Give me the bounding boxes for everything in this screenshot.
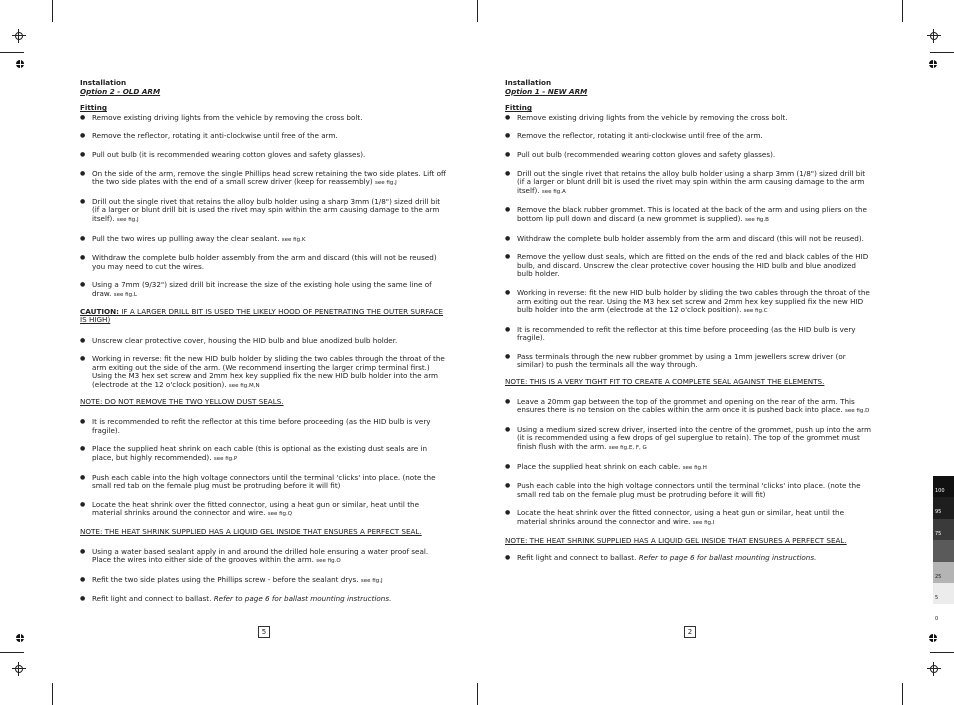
list-item	[505, 326, 873, 343]
list-item	[505, 151, 873, 160]
figure-reference: see fig.K	[281, 236, 306, 243]
list-item	[80, 337, 448, 346]
item-text: Remove the yellow dust seals, which are fitted on the ends of the red and black cables of the HID bulb, and discard. Unscrew the clear protective cover housing the HID bulb and blue anodized bulb holder.	[517, 252, 869, 279]
item-text: Using a medium sized screw driver, inserted into the centre of the grommet, push up into the arm (it is recommended using a few drops of gel superglue to retain). The top of the grommet must finish flush with the arm.	[517, 424, 871, 452]
figure-reference: see fig.P	[213, 456, 238, 463]
option-title: Option 2 - OLD ARM	[80, 86, 161, 96]
note: NOTE: DO NOT REMOVE THE TWO YELLOW DUST SEALS.	[80, 396, 284, 406]
fitting-heading: Fitting	[505, 103, 532, 113]
list-item	[505, 426, 873, 453]
page-content	[80, 79, 448, 604]
instruction-list	[80, 548, 448, 586]
list-item	[80, 501, 448, 519]
right-page	[477, 0, 954, 705]
list-item	[80, 151, 448, 160]
section-heading: Installation	[505, 78, 552, 87]
item-text: Locate the heat shrink over the fitted connector, using a heat gun or similar, heat until the material shrinks around the connector and wire.	[92, 499, 419, 518]
instruction-list	[505, 114, 873, 370]
item-text: Using a water based sealant apply in and around the drilled hole ensuring a water proof seal. Place the wires into either side of the grooves within the arm.	[92, 546, 429, 565]
figure-reference: see fig.A	[541, 188, 566, 195]
figure-reference: see fig.Q	[267, 511, 293, 518]
item-text: Leave a 20mm gap between the top of the grommet and opening on the rear of the arm. This ensures there is no tension on the cables within the arm once it is pushed back into place.	[517, 396, 855, 415]
gray-swatch: 25	[933, 562, 954, 583]
list-item	[80, 235, 448, 245]
list-item	[80, 170, 448, 188]
figure-reference: see fig.L	[113, 291, 137, 298]
list-item	[505, 509, 873, 527]
list-item	[80, 576, 448, 586]
gray-swatch: 5	[933, 583, 954, 604]
figure-reference: see fig.E, F, G	[608, 445, 647, 452]
item-text: Push each cable into the high voltage connectors until the terminal 'clicks' into place. (note the small red tab on the female plug must be protruding before it will fit)	[517, 481, 861, 499]
gray-swatch: 75	[933, 519, 954, 540]
list-item	[80, 281, 448, 299]
list-item	[505, 554, 873, 563]
item-text: Place the supplied heat shrink on each cable (this is optional as the existing dust seals are in place, but highly recommended).	[92, 444, 428, 463]
item-text: Pull out bulb (it is recommended wearing cotton gloves and safety glasses).	[92, 149, 366, 159]
item-text: Withdraw the complete bulb holder assembly from the arm and discard (this will not be reused) you may need to cut the wires.	[92, 253, 437, 271]
item-text: Refit the two side plates using the Phillips screw - before the sealant drys.	[92, 574, 359, 584]
list-item	[80, 355, 448, 390]
figure-reference: see fig.O	[316, 558, 341, 565]
figure-reference: see fig.H	[682, 464, 707, 471]
figure-reference: see fig.B	[745, 216, 769, 223]
figure-reference: see fig.J	[116, 216, 139, 223]
figure-reference: see fig.J	[375, 180, 397, 187]
list-item	[80, 548, 448, 566]
gray-scale-bar	[933, 476, 954, 626]
item-text: Locate the heat shrink over the fitted connector, using a heat gun or similar, heat until the material shrinks around the connector and wire.	[517, 508, 844, 526]
figure-reference: see fig.D	[845, 408, 870, 415]
item-text: Pull out bulb (recommended wearing cotton gloves and safety glasses).	[517, 149, 776, 159]
caution-label: CAUTION:	[80, 306, 120, 316]
list-item	[80, 418, 448, 435]
figure-reference: see fig.M,N	[228, 383, 260, 390]
list-item	[80, 595, 448, 604]
item-text: Refit light and connect to ballast.	[92, 594, 214, 604]
caution-text: IF A LARGER DRILL BIT IS USED THE LIKELY HOOD OF PENETRATING THE OUTER SURFACE IS HIGH)	[80, 306, 444, 325]
instruction-list	[505, 554, 873, 563]
item-text: On the side of the arm, remove the single Phillips head screw retaining the two side plates. Lift off the two side plates with the end of a small screw driver (keep for reassembly)	[92, 168, 446, 187]
item-text: Drill out the single rivet that retains the alloy bulb holder using a sharp 3mm (1/8") sized drill bit (if a larger or blunt drill bit is used the rivet may spin within the arm causing damage to the arm itself).	[92, 196, 441, 223]
gray-swatch: 0	[933, 604, 954, 625]
list-item	[505, 398, 873, 416]
figure-reference: see fig.C	[743, 308, 768, 315]
item-text: Drill out the single rivet that retains the alloy bulb holder using a sharp 3mm (1/8") sized drill bit (if a larger or blunt drill bit is used the rivet may spin within the arm causing damage to the arm itself).	[517, 168, 866, 195]
list-item	[505, 253, 873, 279]
item-text: Pass terminals through the new rubber grommet by using a 1mm jewellers screw driver (or similar) to push the terminals all the way through.	[517, 351, 846, 370]
gray-swatch: 100	[933, 476, 954, 497]
instruction-list	[80, 114, 448, 300]
item-text: Refit light and connect to ballast.	[517, 553, 639, 563]
instruction-list	[80, 337, 448, 391]
item-text: Working in reverse: fit the new HID bulb holder by sliding the two cables through the throat of the arm exiting out the rear. Using the M3 hex set screw and 2mm hex key supplied fix the new HID bulb holder into the arm (electrode at the 12 o'clock position).	[517, 287, 870, 315]
item-text: It is recommended to refit the reflector at this time before proceeding (as the HID bulb is very fragile).	[92, 417, 431, 435]
item-text: Withdraw the complete bulb holder assembly from the arm and discard (this will not be reused).	[517, 233, 864, 243]
gray-swatch	[933, 540, 954, 561]
page-number: 5	[258, 626, 270, 638]
page-content	[505, 79, 873, 563]
fitting-heading: Fitting	[80, 103, 107, 113]
item-text: Working in reverse: fit the new HID bulb holder by sliding the two cables through the throat of the arm exiting out the side of the arm. (We recommend inserting the larger crimp terminal first.) Using the M3 hex set screw and 2mm hex key supplied fix the new HID bulb holder into the arm (electrode at the 12 o'clock position).	[92, 354, 445, 390]
list-item	[80, 474, 448, 491]
list-item	[505, 463, 873, 473]
list-item	[80, 114, 448, 123]
figure-reference: see fig.I	[692, 520, 715, 526]
instruction-list	[80, 418, 448, 519]
list-item	[505, 353, 873, 370]
list-item	[505, 170, 873, 197]
item-text: It is recommended to refit the reflector at this time before proceeding (as the HID bulb is very fragile).	[517, 324, 856, 343]
note: NOTE: THIS IS A VERY TIGHT FIT TO CREATE A COMPLETE SEAL AGAINST THE ELEMENTS.	[505, 377, 825, 387]
list-item	[80, 254, 448, 271]
note: NOTE: THE HEAT SHRINK SUPPLIED HAS A LIQUID GEL INSIDE THAT ENSURES A PERFECT SEAL.	[80, 527, 422, 536]
list-item	[505, 289, 873, 316]
item-text: Pull the two wires up pulling away the clear sealant.	[92, 233, 280, 243]
list-item	[505, 482, 873, 499]
item-text: Remove existing driving lights from the vehicle by removing the cross bolt.	[517, 112, 788, 122]
item-text: Place the supplied heat shrink on each cable.	[517, 461, 681, 471]
note: NOTE: THE HEAT SHRINK SUPPLIED HAS A LIQUID GEL INSIDE THAT ENSURES A PERFECT SEAL.	[505, 535, 847, 545]
list-item	[505, 114, 873, 123]
item-reference-text: Refer to page 6 for ballast mounting instructions.	[638, 553, 817, 563]
figure-reference: see fig.J	[360, 577, 383, 584]
item-text: Remove existing driving lights from the vehicle by removing the cross bolt.	[92, 112, 363, 122]
list-item	[80, 132, 448, 141]
list-item	[80, 445, 448, 463]
list-item	[505, 235, 873, 244]
list-item	[505, 206, 873, 224]
item-text: Push each cable into the high voltage connectors until the terminal 'clicks' into place. (note the small red tab on the female plug must be protruding before it will fit)	[92, 472, 436, 491]
item-reference-text: Refer to page 6 for ballast mounting instructions.	[213, 594, 392, 604]
instruction-list	[80, 595, 448, 604]
instruction-list	[505, 398, 873, 528]
section-heading: Installation	[80, 78, 127, 87]
item-text: Remove the reflector, rotating it anti-clockwise until free of the arm.	[517, 131, 763, 141]
page-number: 2	[684, 626, 696, 638]
option-title: Option 1 - NEW ARM	[505, 86, 588, 96]
item-text: Remove the reflector, rotating it anti-clockwise until free of the arm.	[92, 131, 338, 141]
item-text: Remove the black rubber grommet. This is located at the back of the arm and using pliers on the bottom lip pull down and discard (a new grommet is supplied).	[517, 205, 867, 223]
caution-note	[80, 308, 448, 325]
item-text: Unscrew clear protective cover, housing the HID bulb and blue anodized bulb holder.	[92, 335, 398, 345]
gray-swatch: 95	[933, 497, 954, 518]
list-item	[505, 132, 873, 141]
item-text: Using a 7mm (9/32") sized drill bit increase the size of the existing hole using the same line of draw.	[92, 280, 432, 298]
list-item	[80, 198, 448, 225]
